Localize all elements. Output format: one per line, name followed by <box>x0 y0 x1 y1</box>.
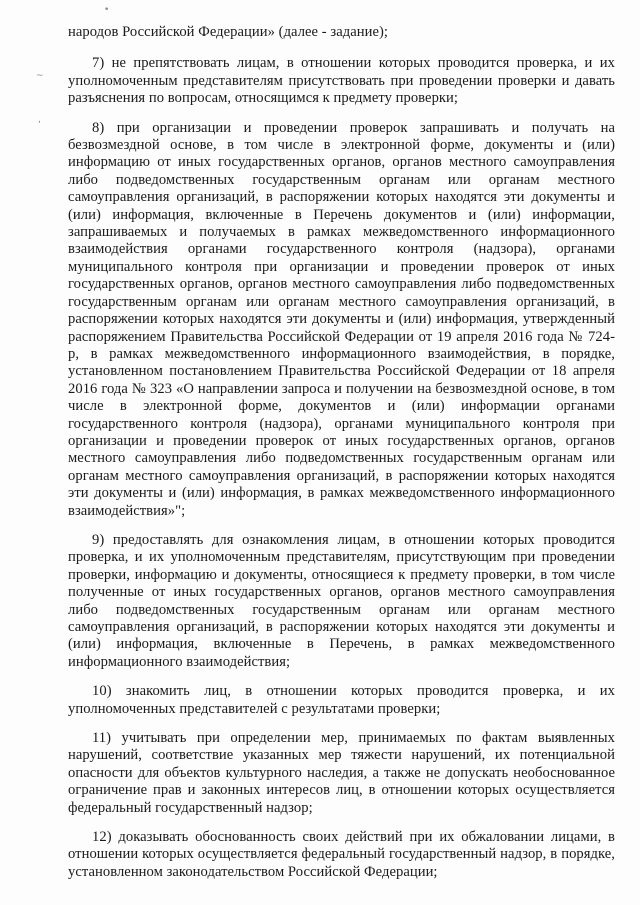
paragraph-item-8: 8) при организации и проведении проверок запрашивать и получать на безвозмездной основе, в том числе в электронной форме, документы и (или) информацию от иных государственных органов, органов местного самоуправления либо подведомственных государственным органам или органам местного самоуправления организаций, в распоряжении которых находятся эти документы и (или) информация, включенные в Перечень документов и (или) информации, запрашиваемых и получаемых в рамках межведомственного информационного взаимодействия органами государственного контроля (надзора), органами муниципального контроля при организации и проведении проверок от иных государственных органов, органов местного самоуправления либо подведомственных государственным органам или органам местного самоуправления организаций, в распоряжении которых находятся эти документы и (или) информация, утвержденный распоряжением Правительства Российской Федерации от 19 апреля 2016 года № 724-р, в рамках межведомственного информационного взаимодействия, в порядке, установленном постановлением Правительства Российской Федерации от 18 апреля 2016 года № 323 «О направлении запроса и получении на безвозмездной основе, в том числе в электронной форме, документов и (или) информации органами государственного контроля (надзора), органами муниципального контроля при организации и проведении проверок от иных государственных органов, органов местного самоуправления либо подведомственных государственным органам или органам местного самоуправления организаций, в распоряжении которых находятся эти документы и (или) информация, в рамках межведомственного информационного взаимодействия»"; <box>68 119 615 519</box>
paragraph-continuation: народов Российской Федерации» (далее - задание); <box>68 24 388 40</box>
paragraph-item-10: 10) знакомить лиц, в отношении которых проводится проверка, и их уполномоченных представителей с результатами проверки; <box>68 683 615 717</box>
scan-mark: • <box>104 5 110 15</box>
scan-mark: ~ <box>36 71 44 81</box>
paragraph-item-7: 7) не препятствовать лицам, в отношении которых проводится проверка, и их уполномоченным представителям присутствовать при проведении проверки и давать разъяснения по вопросам, относящимся к предмету проверки; <box>68 55 615 107</box>
paragraph-item-9: 9) предоставлять для ознакомления лицам, в отношении которых проводится проверка, и их уполномоченным представителям, присутствующим при проведении проверки, информацию и документы, относящиеся к предмету проверки, в том числе полученные от иных государственных органов, органов местного самоуправления либо подведомственных государственным органам или органам местного самоуправления организаций, в распоряжении которых находятся эти документы и (или) информация, включенные в Перечень, в рамках межведомственного информационного взаимодействия; <box>68 531 615 670</box>
paragraph-item-11: 11) учитывать при определении мер, принимаемых по фактам выявленных нарушений, соответствие указанных мер тяжести нарушений, их потенциальной опасности для объектов культурного наследия, а также не допускать необоснованное ограничение прав и законных интересов лиц, в отношении которых осуществляется федеральный государственный надзор; <box>68 730 615 816</box>
scan-mark: , <box>38 115 41 125</box>
document-body <box>68 24 615 893</box>
paragraph-item-12: 12) доказывать обоснованность своих действий при их обжаловании лицами, в отношении которых осуществляется федеральный государственный надзор, в порядке, установленном законодательством Российской Федерации; <box>68 829 615 880</box>
